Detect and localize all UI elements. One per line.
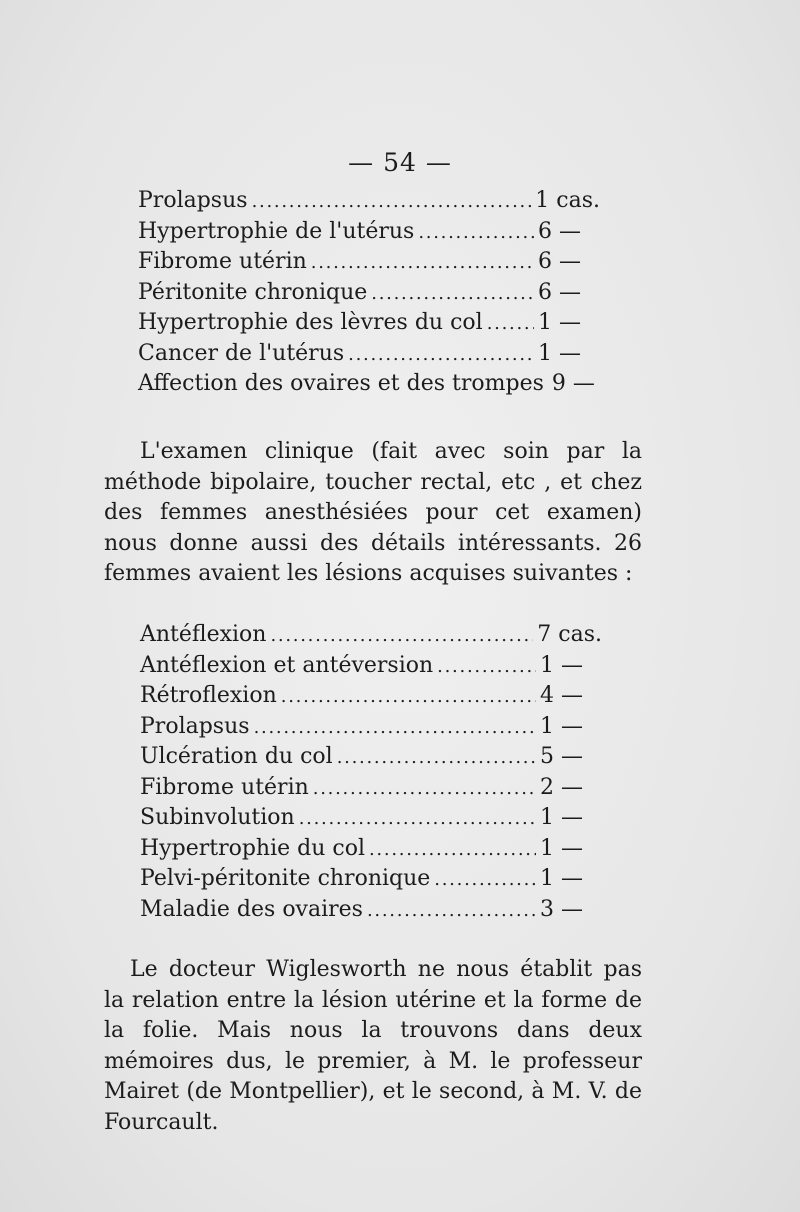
list-item — [140, 742, 602, 773]
lesion-label: Pelvi-péritonite chronique — [140, 866, 431, 891]
case-count: 1 — — [540, 866, 583, 891]
lesion-label: Ulcération du col — [140, 744, 333, 769]
lesion-label: Fibrome utérin — [138, 249, 307, 274]
leader-dots — [299, 803, 536, 835]
list-item — [138, 217, 600, 248]
list-item — [140, 773, 602, 804]
lesion-label: Prolapsus — [140, 713, 250, 739]
leader-dots — [348, 339, 534, 371]
leader-dots — [437, 651, 536, 683]
leader-dots — [313, 773, 536, 805]
paragraph-clinical-exam: L'examen clinique (fait avec soin par la méthode bipolaire, toucher rectal, etc , et chez des femmes anesthésiées pour cet examen) nous donne aussi des détails intéressants. 26 femmes avaient les lésions acquises suivantes : — [104, 439, 642, 586]
list-item — [140, 651, 602, 682]
leader-dots — [270, 620, 533, 652]
lesion-label: Prolapsus — [138, 188, 248, 213]
case-count: 1 — — [540, 713, 583, 739]
lesions-list-first — [138, 186, 600, 400]
leader-dots — [487, 308, 534, 340]
list-item — [138, 339, 600, 370]
list-item — [138, 186, 600, 217]
lesion-label: Rétroflexion — [140, 683, 277, 708]
list-item — [138, 369, 600, 400]
list-item — [138, 308, 600, 339]
leader-dots — [418, 217, 534, 249]
case-count: 1 — — [538, 340, 581, 366]
leader-dots — [371, 278, 534, 310]
list-item — [140, 620, 602, 651]
list-item — [140, 834, 602, 865]
list-item — [140, 712, 602, 743]
list-item — [140, 895, 602, 926]
lesion-label: Antéflexion et antéversion — [140, 652, 434, 678]
lesion-label: Hypertrophie de l'utérus — [138, 218, 415, 244]
lesion-label: Hypertrophie du col — [140, 835, 365, 861]
leader-dots — [252, 186, 532, 218]
list-item — [140, 681, 602, 712]
lesion-label: Maladie des ovaires — [140, 896, 363, 922]
case-count: 1 — — [540, 805, 583, 830]
lesion-label: Fibrome utérin — [140, 774, 309, 800]
list-item — [140, 803, 602, 834]
lesion-label: Hypertrophie des lèvres du col — [138, 310, 483, 335]
case-count: 9 — — [551, 371, 595, 396]
case-count: 1 cas. — [535, 188, 600, 213]
leader-dots — [337, 742, 536, 774]
case-count: 2 — — [540, 774, 583, 800]
page-number: — 54 — — [348, 148, 452, 177]
leader-dots — [367, 895, 536, 927]
lesion-label: Affection des ovaires et des trompes — [138, 371, 544, 396]
list-item — [138, 278, 600, 309]
case-count: 1 — — [540, 835, 583, 861]
paragraph-wiglesworth: Le docteur Wiglesworth ne nous établit pas la relation entre la lésion utérine et la forme de la folie. Mais nous la trouvons dans deux mémoires dus, le premier, à M. le professeur Mairet (de Montpellier), et le second, à M. V. de Fourcault. — [104, 957, 642, 1135]
case-count: 1 — — [538, 310, 581, 335]
leader-dots — [281, 681, 536, 713]
case-count: 5 — — [540, 744, 583, 769]
lesion-label: Subinvolution — [140, 805, 295, 830]
leader-dots — [311, 247, 534, 279]
list-item — [138, 247, 600, 278]
lesions-list-second — [140, 620, 602, 925]
case-count: 3 — — [540, 896, 583, 922]
lesion-label: Cancer de l'utérus — [138, 340, 345, 366]
case-count: 6 — — [538, 279, 581, 305]
case-count: 6 — — [538, 249, 581, 274]
case-count: 1 — — [540, 652, 583, 678]
leader-dots — [434, 864, 536, 896]
leader-dots — [369, 834, 536, 866]
case-count: 6 — — [538, 218, 581, 244]
leader-dots — [254, 712, 536, 744]
lesion-label: Péritonite chronique — [138, 279, 368, 305]
lesion-label: Antéflexion — [140, 622, 267, 647]
case-count: 4 — — [540, 683, 583, 708]
case-count: 7 cas. — [537, 622, 602, 647]
list-item — [140, 864, 602, 895]
